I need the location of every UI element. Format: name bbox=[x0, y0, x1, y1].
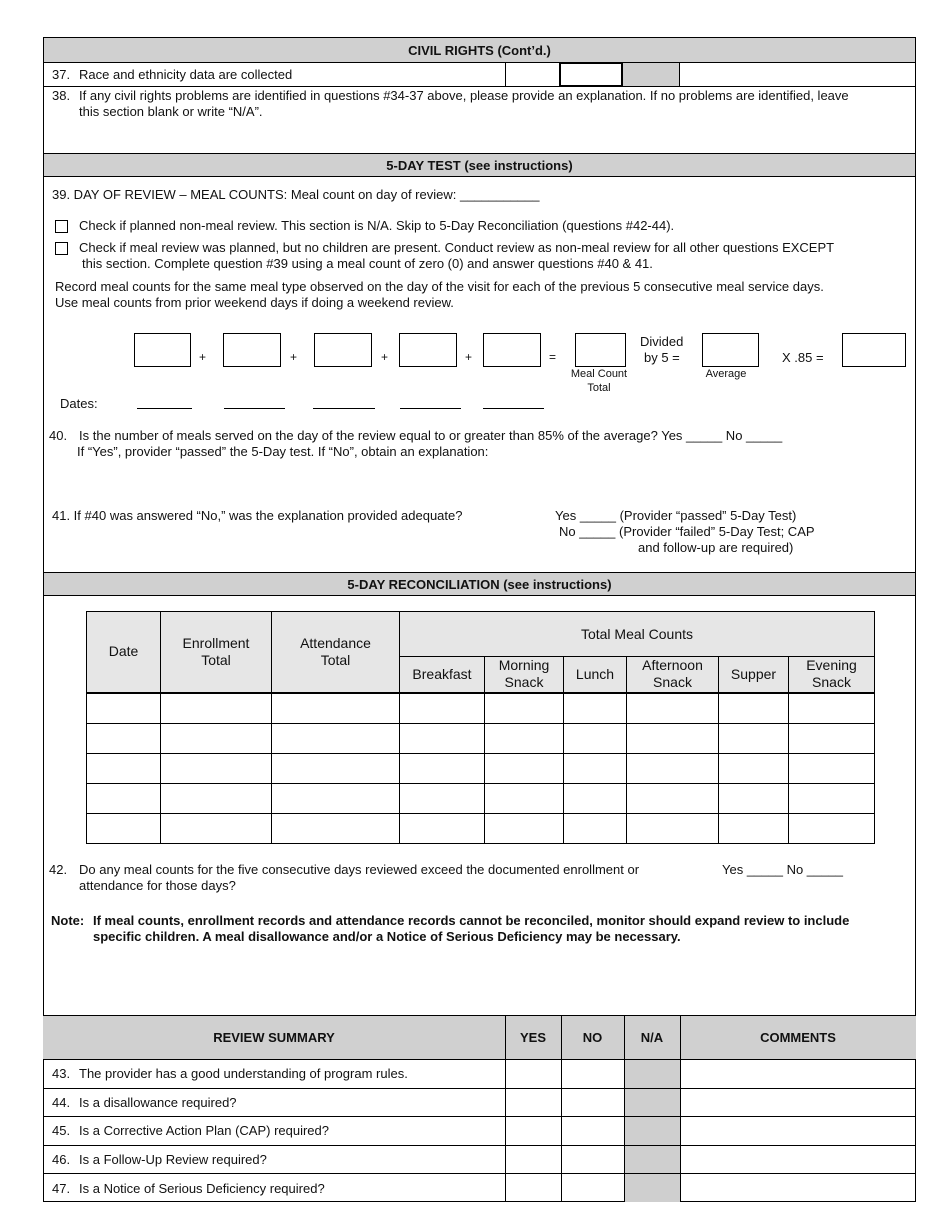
note-text-line2: specific children. A meal disallowance and/or a Notice of Serious Deficiency may be necessary. bbox=[93, 929, 681, 944]
divided-label-line1: Divided bbox=[640, 334, 684, 349]
table-row bbox=[87, 753, 875, 783]
average-label: Average bbox=[705, 368, 747, 380]
q37-yes-box[interactable] bbox=[505, 62, 560, 87]
col-attendance-total: Attendance Total bbox=[272, 612, 400, 693]
col-breakfast: Breakfast bbox=[400, 657, 485, 693]
q40-number: 40. bbox=[49, 428, 68, 443]
non-meal-review-checkbox[interactable] bbox=[55, 220, 68, 233]
q45-text: Is a Corrective Action Plan (CAP) required? bbox=[79, 1123, 329, 1138]
check1-text: Check if planned non-meal review. This section is N/A. Skip to 5-Day Reconciliation (questions #42-44). bbox=[79, 218, 675, 233]
check2-text-line2: this section. Complete question #39 using a meal count of zero (0) and answer questions #40 & 41. bbox=[82, 256, 653, 271]
col-morning-snack: Morning Snack bbox=[485, 657, 564, 693]
times-label: X .85 = bbox=[782, 350, 824, 365]
q41-no-text: No _____ (Provider “failed” 5-Day Test; CAP bbox=[559, 524, 815, 539]
q46-number: 46. bbox=[52, 1152, 71, 1167]
col-no: NO bbox=[582, 1030, 603, 1045]
meal-count-total-label-line2: Total bbox=[587, 382, 611, 394]
divider bbox=[43, 1173, 916, 1174]
civil-rights-header: CIVIL RIGHTS (Cont’d.) bbox=[43, 37, 916, 63]
q38-number: 38. bbox=[52, 88, 71, 103]
col-na: N/A bbox=[640, 1030, 664, 1045]
table-row bbox=[87, 813, 875, 843]
col-comments: COMMENTS bbox=[760, 1030, 836, 1045]
q37-comments-box[interactable] bbox=[679, 62, 916, 87]
q41-no-text-line2: and follow-up are required) bbox=[638, 540, 794, 555]
review-summary-header: REVIEW SUMMARY bbox=[213, 1030, 335, 1045]
q43-text: The provider has a good understanding of program rules. bbox=[79, 1066, 408, 1081]
q40-text-line2: If “Yes”, provider “passed” the 5-Day test. If “No”, obtain an explanation: bbox=[77, 444, 489, 459]
q40-text-line1: Is the number of meals served on the day of the review equal to or greater than 85% of the average? Yes _____ No _____ bbox=[79, 428, 783, 443]
col-yes: YES bbox=[519, 1030, 546, 1045]
date4-line[interactable] bbox=[400, 408, 461, 409]
result-box[interactable] bbox=[842, 333, 906, 367]
col-lunch: Lunch bbox=[564, 657, 627, 693]
q47-number: 47. bbox=[52, 1181, 71, 1196]
no-children-checkbox[interactable] bbox=[55, 242, 68, 255]
q42-text-line2: attendance for those days? bbox=[79, 878, 236, 893]
na-column-shading bbox=[624, 1060, 680, 1202]
date3-line[interactable] bbox=[313, 408, 375, 409]
q44-text: Is a disallowance required? bbox=[79, 1095, 237, 1110]
q42-text-line1: Do any meal counts for the five consecutive days reviewed exceed the documented enrollment or bbox=[79, 862, 640, 877]
col-supper: Supper bbox=[719, 657, 789, 693]
q41-yes-text: Yes _____ (Provider “passed” 5-Day Test) bbox=[555, 508, 797, 523]
plus-sign: + bbox=[199, 350, 207, 364]
reconciliation-table bbox=[86, 611, 875, 844]
q42-yes-no: Yes _____ No _____ bbox=[722, 862, 843, 877]
day1-count-box[interactable] bbox=[134, 333, 191, 367]
table-row bbox=[87, 723, 875, 753]
reconciliation-header: 5-DAY RECONCILIATION (see instructions) bbox=[43, 572, 916, 596]
col-afternoon-snack: Afternoon Snack bbox=[627, 657, 719, 693]
q41-text: 41. If #40 was answered “No,” was the explanation provided adequate? bbox=[52, 508, 463, 523]
q46-text: Is a Follow-Up Review required? bbox=[79, 1152, 267, 1167]
q37-no-box[interactable] bbox=[559, 62, 623, 87]
date2-line[interactable] bbox=[224, 408, 285, 409]
q45-number: 45. bbox=[52, 1123, 71, 1138]
q39-text: 39. DAY OF REVIEW – MEAL COUNTS: Meal count on day of review: ___________ bbox=[52, 187, 540, 202]
average-box[interactable] bbox=[702, 333, 759, 367]
meal-count-total-box[interactable] bbox=[575, 333, 626, 367]
equals-sign: = bbox=[549, 350, 557, 364]
check2-text-line1: Check if meal review was planned, but no children are present. Conduct review as non-meal review for all other questions EXCEPT bbox=[79, 240, 835, 255]
plus-sign: + bbox=[465, 350, 473, 364]
note-label: Note: bbox=[51, 913, 85, 928]
record-text-line1: Record meal counts for the same meal type observed on the day of the visit for each of the previous 5 consecutive meal service days. bbox=[55, 279, 824, 294]
five-day-test-header: 5-DAY TEST (see instructions) bbox=[43, 153, 916, 177]
divider bbox=[43, 1116, 916, 1117]
q37-text: Race and ethnicity data are collected bbox=[79, 67, 293, 82]
plus-sign: + bbox=[290, 350, 298, 364]
total-meal-counts-header: Total Meal Counts bbox=[400, 612, 875, 657]
day5-count-box[interactable] bbox=[483, 333, 541, 367]
plus-sign: + bbox=[381, 350, 389, 364]
divider bbox=[43, 86, 916, 87]
q43-number: 43. bbox=[52, 1066, 71, 1081]
divider bbox=[43, 1145, 916, 1146]
table-row bbox=[87, 693, 875, 724]
day2-count-box[interactable] bbox=[223, 333, 281, 367]
col-enrollment-total: Enrollment Total bbox=[161, 612, 272, 693]
note-text-line1: If meal counts, enrollment records and attendance records cannot be reconciled, monitor should expand review to include bbox=[93, 913, 850, 928]
dates-label: Dates: bbox=[60, 396, 98, 411]
divider bbox=[43, 1088, 916, 1089]
record-text-line2: Use meal counts from prior weekend days if doing a weekend review. bbox=[55, 295, 454, 310]
col-evening-snack: Evening Snack bbox=[789, 657, 875, 693]
day4-count-box[interactable] bbox=[399, 333, 457, 367]
q44-number: 44. bbox=[52, 1095, 71, 1110]
q37-number: 37. bbox=[52, 67, 71, 82]
q47-text: Is a Notice of Serious Deficiency required? bbox=[79, 1181, 325, 1196]
day3-count-box[interactable] bbox=[314, 333, 372, 367]
col-date: Date bbox=[87, 612, 161, 693]
meal-count-total-label-line1: Meal Count bbox=[570, 368, 628, 380]
divided-label-line2: by 5 = bbox=[644, 350, 680, 365]
q37-na-box bbox=[623, 62, 680, 87]
date1-line[interactable] bbox=[137, 408, 192, 409]
q42-number: 42. bbox=[49, 862, 68, 877]
date5-line[interactable] bbox=[483, 408, 544, 409]
table-row bbox=[87, 783, 875, 813]
q38-text-line1: If any civil rights problems are identified in questions #34-37 above, please provide an explanation. If no problems are identified, leave bbox=[79, 88, 849, 103]
q38-text-line2: this section blank or write “N/A”. bbox=[79, 104, 263, 119]
